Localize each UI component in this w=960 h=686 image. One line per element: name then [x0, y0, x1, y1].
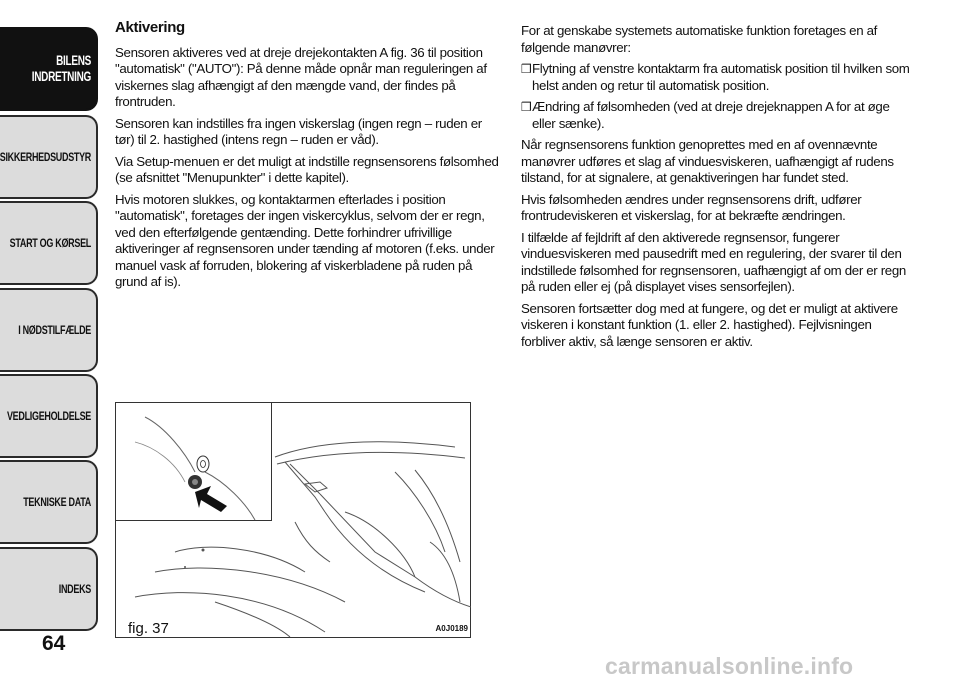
- paragraph: Hvis motoren slukkes, og kontaktarmen efterlades i position "automatisk", foretages der ingen viskercyklus, selvom der er regn, ved den efterfølgende gentænding. Dette forhindrer ufrivillige aktiveringer af regnsensoren under tænding af motoren (f.eks. under manuel vask af forruden, blokering af viskerbladene på ruden på grund af is).: [115, 191, 495, 289]
- tab-label: START OG KØRSEL: [9, 236, 91, 250]
- bullet-item: [521, 99, 911, 132]
- paragraph: Sensoren kan indstilles fra ingen viskerslag (ingen regn – ruden er tør) til 2. hastighed (intens regn – ruden er våd).: [115, 115, 482, 147]
- bullet-item: [521, 61, 911, 94]
- bullet-text: Flytning af venstre kontaktarm fra automatisk position til hvilken som helst anden og retur til automatisk position.: [532, 61, 910, 93]
- paragraph: Hvis følsomheden ændres under regnsensorens drift, udfører frontrudeviskeren et viskerslag, for at bekræfte ændringen.: [521, 191, 862, 223]
- figure-caption: fig. 37: [128, 620, 169, 637]
- tab-label: SIKKERHEDSUDSTYR: [0, 150, 91, 164]
- inset-detail: [116, 403, 272, 521]
- tab-start-og-korsel[interactable]: [0, 201, 98, 285]
- paragraph: Via Setup-menuen er det muligt at indstille regnsensorens følsomhed (se afsnittet "Menupunkter" i dette kapitel).: [115, 153, 499, 185]
- windshield-illustration: [115, 402, 471, 638]
- tab-tekniske-data[interactable]: [0, 460, 98, 544]
- figure-code: A0J0189: [435, 624, 468, 633]
- checkbox-bullet-icon: ❒: [521, 100, 532, 114]
- tab-label: TEKNISKE DATA: [23, 495, 91, 509]
- tab-label: I NØDSTILFÆLDE: [18, 323, 91, 337]
- figure-37: [115, 402, 471, 638]
- tab-bilens-indretning[interactable]: [0, 27, 98, 111]
- right-column: [521, 23, 911, 355]
- bullet-text: Ændring af følsomheden (ved at dreje drejeknappen A for at øge eller sænke).: [532, 99, 890, 131]
- tab-label: VEDLIGEHOLDELSE: [6, 409, 91, 423]
- page-number: 64: [42, 632, 66, 655]
- paragraph: Sensoren fortsætter dog med at fungere, og det er muligt at aktivere viskeren i konstant funktion (1. eller 2. hastighed). Fejlvisningen forbliver aktiv, så længe sensoren er aktiv.: [521, 300, 898, 349]
- paragraph: Når regnsensorens funktion genoprettes med en af ovennævnte manøvrer udføres et slag af vinduesviskeren, uafhængigt af rudens tilstand, for at signalere, at genaktiveringen har fundet sted.: [521, 137, 894, 185]
- tab-indeks[interactable]: [0, 547, 98, 631]
- paragraph: Sensoren aktiveres ved at dreje drejekontakten A fig. 36 til position "automatisk" ("AUTO"): På denne måde opnår man reguleringen af viskernes slag afhængigt af den mængde vand, der findes på frontruden.: [115, 44, 487, 109]
- tab-sikkerhedsudstyr[interactable]: [0, 115, 98, 199]
- intro-paragraph: For at genskabe systemets automatiske funktion foretages en af følgende manøvrer:: [521, 23, 877, 55]
- tab-i-nodstilfaelde[interactable]: [0, 288, 98, 372]
- watermark: carmanualsonline.info: [605, 653, 854, 679]
- section-heading: Aktivering: [115, 19, 185, 36]
- left-column: [115, 20, 500, 296]
- tab-label: INDEKS: [58, 582, 91, 596]
- checkbox-bullet-icon: ❒: [521, 62, 532, 76]
- paragraph: I tilfælde af fejldrift af den aktiverede regnsensor, fungerer vinduesviskeren med pausedrift med en regulering, der svarer til den indstillede følsomhed for regnsensoren, uafhængigt af om der er regn på ruden eller ej (på displayet vises sensorfejlen).: [521, 229, 906, 294]
- tab-label: BILENS INDRETNING: [31, 53, 91, 84]
- tab-vedligeholdelse[interactable]: [0, 374, 98, 458]
